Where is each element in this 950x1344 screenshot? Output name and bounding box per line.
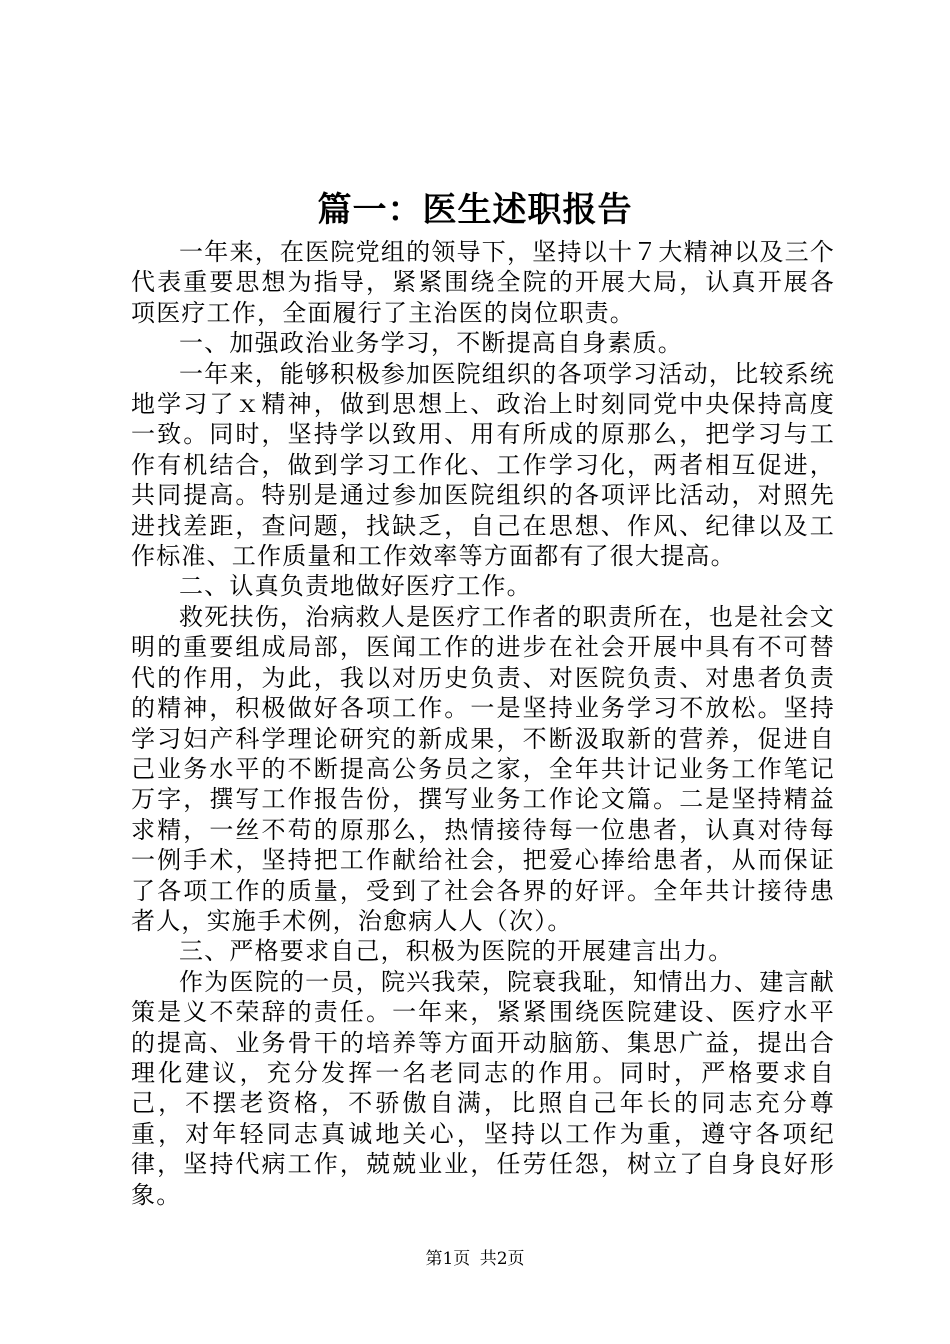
document-body: [131, 237, 835, 1210]
total-page-count: 共2页: [479, 1249, 525, 1269]
section-heading-2: 二、认真负责地做好医疗工作。: [179, 572, 532, 601]
document-title: 篇一：医生述职报告: [317, 190, 633, 230]
paragraph-section-1: 一年来，能够积极参加医院组织的各项学习活动，比较系统地学习了ｘ精神，做到思想上、政治上时刻同党中央保持高度一致。同时，坚持学以致用、用有所成的原那么，把学习与工作有机结合，做到学习工作化、工作学习化，两者相互促进，共同提高。特别是通过参加医院组织的各项评比活动，对照先进找差距，查问题，找缺乏，自己在思想、作风、纪律以及工作标准、工作质量和工作效率等方面都有了很大提高。: [131, 359, 835, 571]
section-heading-1: 一、加强政治业务学习，不断提高自身素质。: [179, 329, 683, 358]
current-page-number: 第1页: [425, 1249, 471, 1269]
paragraph-section-3: 作为医院的一员，院兴我荣，院衰我耻，知情出力、建言献策是义不荣辞的责任。一年来，紧紧围绕医院建设、医疗水平的提高、业务骨干的培养等方面开动脑筋、集思广益，提出合理化建议，充分发挥一名老同志的作用。同时，严格要求自己，不摆老资格，不骄傲自满，比照自己年长的同志充分尊重，对年轻同志真诚地关心，坚持以工作为重，遵守各项纪律，坚持代病工作，兢兢业业，任劳任怨，树立了自身良好形象。: [131, 967, 835, 1209]
section-heading-3: 三、严格要求自己，积极为医院的开展建言出力。: [179, 937, 734, 966]
paragraph-section-2: 救死扶伤，治病救人是医疗工作者的职责所在，也是社会文明的重要组成局部，医闻工作的进步在社会开展中具有不可替代的作用，为此，我以对历史负责、对医院负责、对患者负责的精神，积极做好各项工作。一是坚持业务学习不放松。坚持学习妇产科学理论研究的新成果，不断汲取新的营养，促进自己业务水平的不断提高公务员之家，全年共计记业务工作笔记万字，撰写工作报告份，撰写业务工作论文篇。二是坚持精益求精，一丝不苟的原那么，热情接待每一位患者，认真对待每一例手术，坚持把工作献给社会，把爱心捧给患者，从而保证了各项工作的质量，受到了社会各界的好评。全年共计接待患者人，实施手术例，治愈病人人（次）。: [131, 602, 835, 935]
paragraph-intro: 一年来，在医院党组的领导下，坚持以十７大精神以及三个代表重要思想为指导，紧紧围绕全院的开展大局，认真开展各项医疗工作，全面履行了主治医的岗位职责。: [131, 238, 835, 327]
page-footer: [0, 1248, 950, 1270]
